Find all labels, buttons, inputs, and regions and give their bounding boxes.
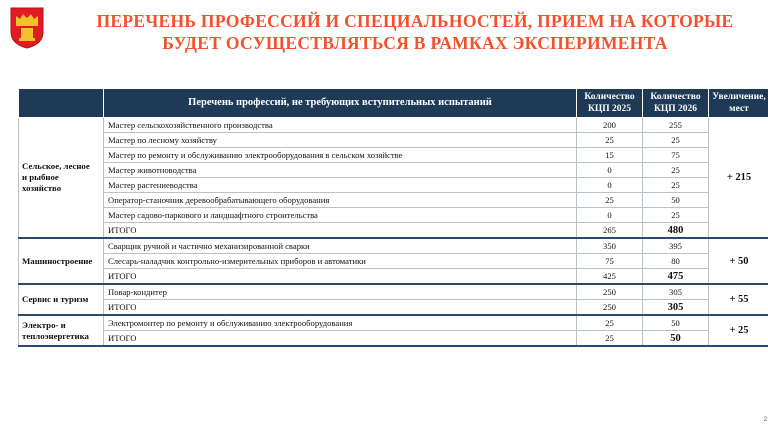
header-kcp2026-line2: КЦП 2026 <box>653 104 698 114</box>
kcp2025-value: 25 <box>577 193 643 208</box>
kcp2026-value: 80 <box>643 254 709 269</box>
category-label-line: Сельское, лесное <box>22 161 90 171</box>
kcp2026-value: 25 <box>643 133 709 148</box>
table-row <box>19 208 768 223</box>
kcp2026-value: 25 <box>643 163 709 178</box>
kcp2025-value: 75 <box>577 254 643 269</box>
total-label: ИТОГО <box>104 331 577 347</box>
table-row <box>19 254 768 269</box>
table-total-row <box>19 300 768 316</box>
category-cell <box>19 118 104 239</box>
profession-name: Мастер растениеводства <box>104 178 577 193</box>
category-label-line: Электро- и <box>22 319 66 330</box>
profession-name: Мастер животноводства <box>104 163 577 178</box>
page-number: 2 <box>763 417 767 423</box>
profession-name: Сварщик ручной и частично механизированной сварки <box>104 238 577 254</box>
table-header-row <box>19 89 768 118</box>
professions-table-container <box>18 88 768 347</box>
category-label-line: хозяйство <box>22 183 62 193</box>
header-kcp2025-line2: КЦП 2025 <box>587 104 632 114</box>
table-row <box>19 284 768 300</box>
profession-name: Электромонтер по ремонту и обслуживанию электрооборудования <box>104 315 577 331</box>
profession-name: Мастер по ремонту и обслуживанию электрооборудования в сельском хозяйстве <box>104 148 577 163</box>
kcp2026-value: 50 <box>643 193 709 208</box>
header-increase <box>709 89 768 118</box>
increase-value: + 50 <box>709 238 768 284</box>
total-label: ИТОГО <box>104 269 577 285</box>
header-kcp2026 <box>643 89 709 118</box>
table-total-row <box>19 269 768 285</box>
header-professions: Перечень профессий, не требующих вступительных испытаний <box>104 89 577 118</box>
table-row <box>19 133 768 148</box>
coat-of-arms-icon <box>9 6 45 50</box>
profession-name: Мастер сельскохозяйственного производства <box>104 118 577 133</box>
header-kcp2025-line1: Количество <box>584 92 635 102</box>
kcp2025-value: 25 <box>577 315 643 331</box>
header-increase-line2: мест <box>729 104 749 114</box>
header-increase-line1: Увеличение, <box>712 92 766 102</box>
table-total-row <box>19 223 768 239</box>
kcp2026-value: 305 <box>643 284 709 300</box>
kcp2025-value: 350 <box>577 238 643 254</box>
kcp2026-value: 50 <box>643 331 709 347</box>
page-title-line-1: ПЕРЕЧЕНЬ ПРОФЕССИЙ И СПЕЦИАЛЬНОСТЕЙ, ПРИЕМ НА КОТОРЫЕ <box>96 11 734 31</box>
kcp2025-value: 250 <box>577 284 643 300</box>
category-label-line: теплоэнергетика <box>22 330 89 341</box>
kcp2025-value: 425 <box>577 269 643 285</box>
kcp2025-value: 265 <box>577 223 643 239</box>
kcp2025-value: 0 <box>577 178 643 193</box>
category-label-line: Машиностроение <box>22 255 93 266</box>
kcp2025-value: 0 <box>577 163 643 178</box>
profession-name: Слесарь-наладчик контрольно-измерительных приборов и автоматики <box>104 254 577 269</box>
profession-name: Оператор-станочник деревообрабатывающего оборудования <box>104 193 577 208</box>
profession-name: Мастер садово-паркового и ландшафтного строительства <box>104 208 577 223</box>
table-row <box>19 163 768 178</box>
total-label: ИТОГО <box>104 300 577 316</box>
kcp2025-value: 25 <box>577 133 643 148</box>
kcp2026-value: 305 <box>643 300 709 316</box>
header-kcp2026-line1: Количество <box>650 92 701 102</box>
table-row <box>19 118 768 133</box>
header-category-cell <box>19 89 104 118</box>
kcp2026-value: 25 <box>643 208 709 223</box>
kcp2026-value: 25 <box>643 178 709 193</box>
kcp2025-value: 15 <box>577 148 643 163</box>
increase-value: + 55 <box>709 284 768 315</box>
kcp2025-value: 200 <box>577 118 643 133</box>
category-cell <box>19 315 104 346</box>
kcp2025-value: 25 <box>577 331 643 347</box>
kcp2025-value: 250 <box>577 300 643 316</box>
page-title <box>70 10 760 54</box>
kcp2026-value: 255 <box>643 118 709 133</box>
profession-name: Повар-кондитер <box>104 284 577 300</box>
table-row <box>19 193 768 208</box>
category-label-line: и рыбное <box>22 172 59 182</box>
table-row <box>19 178 768 193</box>
header-kcp2025 <box>577 89 643 118</box>
kcp2026-value: 475 <box>643 269 709 285</box>
kcp2026-value: 50 <box>643 315 709 331</box>
category-cell <box>19 284 104 315</box>
kcp2026-value: 480 <box>643 223 709 239</box>
increase-value: + 215 <box>709 118 768 239</box>
kcp2026-value: 395 <box>643 238 709 254</box>
kcp2025-value: 0 <box>577 208 643 223</box>
total-label: ИТОГО <box>104 223 577 239</box>
table-row <box>19 238 768 254</box>
category-cell <box>19 238 104 284</box>
kcp2026-value: 75 <box>643 148 709 163</box>
increase-value: + 25 <box>709 315 768 346</box>
table-body <box>19 118 768 347</box>
category-label-line: Сервис и туризм <box>22 294 89 304</box>
table-row <box>19 315 768 331</box>
table-row <box>19 148 768 163</box>
table-total-row <box>19 331 768 347</box>
professions-table <box>18 88 768 347</box>
profession-name: Мастер по лесному хозяйству <box>104 133 577 148</box>
page-title-line-2: БУДЕТ ОСУЩЕСТВЛЯТЬСЯ В РАМКАХ ЭКСПЕРИМЕНТА <box>162 33 668 53</box>
